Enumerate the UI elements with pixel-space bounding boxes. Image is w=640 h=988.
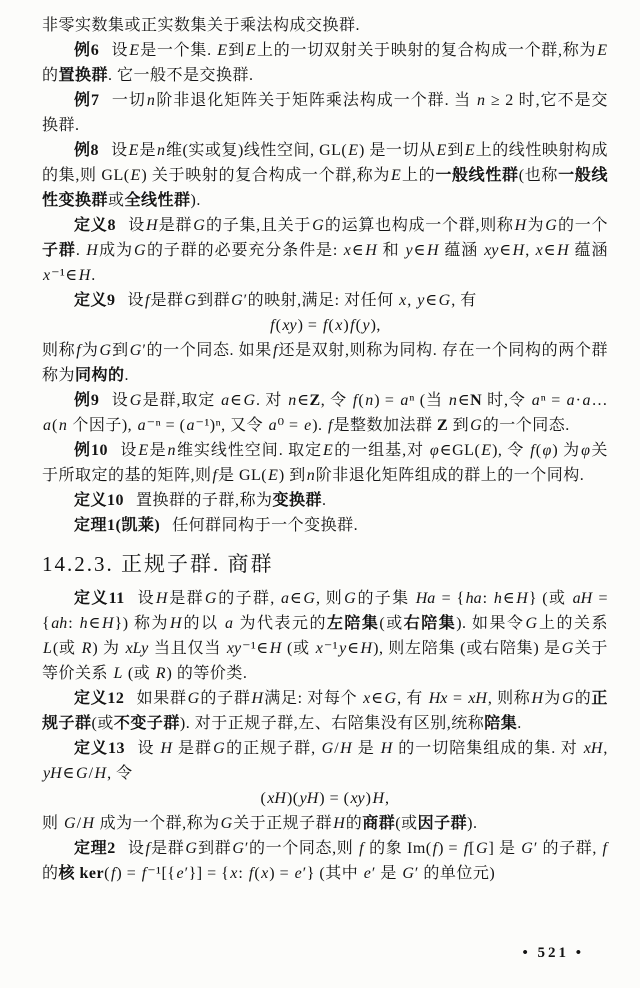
math-var: xH bbox=[583, 740, 603, 757]
math-var: φ bbox=[542, 442, 552, 459]
math-var: H bbox=[94, 765, 107, 782]
paragraph-label: 定理2 bbox=[74, 840, 116, 857]
paragraph-label: 定义8 bbox=[74, 217, 116, 234]
bold-term: Z bbox=[436, 417, 449, 434]
math-var: G bbox=[213, 740, 225, 757]
math-var: f bbox=[463, 840, 469, 857]
math-var: H bbox=[170, 615, 182, 632]
math-var: y bbox=[405, 242, 413, 259]
bold-term: N bbox=[470, 392, 483, 409]
paragraph-continuation bbox=[42, 13, 608, 38]
paragraph-text: 设H是群G的子集,且关于G的运算也构成一个群,则称H为G的一个子群. H成为G的子群的必要充分条件是: x∈H 和 y∈H 蕴涵 xy∈H, x∈H 蕴涵 x⁻¹∈H. bbox=[42, 217, 608, 284]
math-var: H bbox=[340, 740, 352, 757]
paragraph-text: 设H是群G的子群, a∈G, 则G的子集 Ha = {ha: h∈H} (或 aH = {ah: h∈H}) 称为H的以 a 为代表元的左陪集(或右陪集). 如果令G上的关系 L(或 R) 为 xLy 当且仅当 xy⁻¹∈H (或 x⁻¹y∈H), 则左陪集 (或右陪集) 是G关于等价关系 L (或 R) 的等价类. bbox=[42, 590, 608, 682]
math-var: xLy bbox=[125, 640, 149, 657]
paragraph-label: 例7 bbox=[74, 92, 100, 109]
math-var: x bbox=[315, 640, 323, 657]
math-var: φ bbox=[429, 442, 439, 459]
bold-term: 一般线性变换群 bbox=[42, 167, 608, 209]
paragraph-text: 一切n阶非退化矩阵关于矩阵乘法构成一个群. 当 n ≥ 2 时,它不是交换群. bbox=[42, 92, 608, 134]
math-var: f bbox=[145, 840, 150, 857]
paragraph-label: 定义10 bbox=[74, 492, 125, 509]
math-var: x bbox=[343, 242, 351, 259]
math-var: y bbox=[362, 317, 370, 334]
paragraph-continuation bbox=[42, 811, 608, 836]
math-var: G bbox=[525, 615, 538, 632]
paragraph bbox=[42, 213, 608, 288]
math-var: E bbox=[130, 167, 141, 184]
math-var: h bbox=[79, 615, 88, 632]
paragraph-text: 设G是群,取定 a∈G. 对 n∈Z, 令 f(n) = aⁿ (当 n∈N 时,令 aⁿ = a·a…a(n 个因子), a⁻ⁿ = (a⁻¹)ⁿ, 又令 a⁰ = e). f是整数加法群 Z 到G的一个同态. bbox=[43, 392, 608, 434]
math-var: G bbox=[475, 840, 488, 857]
paragraph bbox=[42, 388, 608, 438]
math-var: E bbox=[246, 42, 256, 59]
math-var: a bbox=[582, 392, 591, 409]
math-var: H bbox=[82, 815, 95, 832]
math-var: H bbox=[86, 242, 98, 259]
math-var: xy bbox=[282, 317, 297, 334]
paragraph-text: 则称f为G到G′的一个同态. 如果f还是双射,则称为同构. 存在一个同构的两个群称为同构的. bbox=[42, 342, 608, 384]
math-var: yH bbox=[43, 765, 62, 782]
math-var: G bbox=[76, 765, 88, 782]
paragraph-label: 定义12 bbox=[74, 690, 125, 707]
math-var: y bbox=[339, 640, 347, 657]
paragraph-text: 任何群同构于一个变换群. bbox=[172, 517, 359, 534]
bold-term: 不变子群 bbox=[113, 715, 180, 732]
math-var: yH bbox=[299, 790, 319, 807]
paragraph bbox=[42, 513, 608, 538]
paragraph-text: 设E是一个集. E到E上的一切双射关于映射的复合构成一个群,称为E的置换群. 它一般不是交换群. bbox=[42, 42, 607, 84]
bold-term: 子群 bbox=[42, 242, 76, 259]
math-var: R bbox=[81, 640, 92, 657]
paragraph bbox=[42, 138, 608, 213]
math-var: f bbox=[145, 292, 150, 309]
math-var: φ bbox=[581, 442, 590, 459]
math-var: e bbox=[363, 865, 371, 882]
math-var: a bbox=[400, 392, 409, 409]
math-var: e bbox=[176, 865, 184, 882]
math-var: a bbox=[221, 392, 230, 409]
math-var: x bbox=[535, 242, 543, 259]
math-var: y bbox=[417, 292, 425, 309]
math-var: G bbox=[99, 342, 112, 359]
paragraph-label: 定理1(凯莱) bbox=[74, 517, 161, 534]
math-var: G bbox=[64, 815, 76, 832]
math-var: G bbox=[184, 292, 197, 309]
math-var: G bbox=[134, 242, 146, 259]
math-var: G bbox=[243, 392, 255, 409]
math-var: H bbox=[516, 590, 528, 607]
math-var: H bbox=[269, 640, 282, 657]
math-var: n bbox=[288, 392, 297, 409]
math-var: x bbox=[261, 865, 269, 882]
math-var: E bbox=[597, 42, 607, 59]
math-var: xy bbox=[350, 790, 365, 807]
math-var: G bbox=[185, 840, 197, 857]
math-var: L bbox=[113, 665, 123, 682]
math-var: H bbox=[514, 217, 527, 234]
math-var: f bbox=[359, 840, 364, 857]
math-var: f bbox=[212, 467, 217, 484]
math-var: xH bbox=[267, 790, 286, 807]
paragraph-text: 设f是群G到群G′的映射,满足: 对任何 x, y∈G, 有 bbox=[127, 292, 477, 309]
math-var: H bbox=[365, 242, 377, 259]
text-column bbox=[42, 13, 608, 886]
math-var: a bbox=[281, 590, 290, 607]
math-var: H bbox=[426, 242, 439, 259]
math-var: G bbox=[384, 690, 397, 707]
math-var: G bbox=[470, 417, 482, 434]
math-var: xH bbox=[468, 690, 487, 707]
paragraph bbox=[42, 438, 608, 488]
paragraph bbox=[42, 736, 608, 786]
math-var: E bbox=[481, 442, 492, 459]
math-var: G bbox=[193, 217, 205, 234]
math-var: G bbox=[312, 217, 324, 234]
math-var: H bbox=[380, 740, 393, 757]
math-var: E bbox=[138, 442, 149, 459]
math-var: n bbox=[477, 92, 486, 109]
paragraph-text: 设E是n维实线性空间. 取定E的一组基,对 φ∈GL(E), 令 f(φ) 为φ关于所取定的基的矩阵,则f是 GL(E) 到n阶非退化矩阵组成的群上的一个同构. bbox=[42, 442, 608, 484]
math-var: G bbox=[438, 292, 451, 309]
math-var: E bbox=[391, 167, 401, 184]
paragraph bbox=[42, 488, 608, 513]
math-var: a bbox=[268, 417, 277, 434]
paragraph bbox=[42, 686, 608, 736]
math-var: h bbox=[493, 590, 502, 607]
bold-term: 因子群 bbox=[417, 815, 468, 832]
paragraph-label: 例8 bbox=[74, 142, 100, 159]
formula-line: (xH)(yH) = (xy)H, bbox=[260, 790, 390, 807]
math-var: n bbox=[146, 92, 155, 109]
math-var: H bbox=[557, 242, 569, 259]
math-var: x bbox=[230, 865, 238, 882]
math-var: H bbox=[155, 590, 168, 607]
bold-term: 核 ker bbox=[58, 865, 105, 882]
paragraph-label: 定义9 bbox=[74, 292, 116, 309]
bold-term: 同构的 bbox=[75, 367, 125, 384]
math-var: n bbox=[448, 392, 457, 409]
math-var: G bbox=[187, 690, 200, 707]
math-var: E bbox=[323, 442, 333, 459]
math-var: f bbox=[248, 865, 254, 882]
paragraph-text: 置换群的子群,称为变换群. bbox=[136, 492, 327, 509]
math-var: f bbox=[272, 342, 278, 359]
math-var: G bbox=[545, 217, 557, 234]
math-var: f bbox=[322, 317, 328, 334]
paragraph-continuation bbox=[42, 338, 608, 388]
paragraph-text: 设 H 是群G的正规子群, G/H 是 H 的一切陪集组成的集. 对 xH, yH∈G/H, 令 bbox=[43, 740, 608, 782]
bold-term: 正规子群 bbox=[42, 690, 608, 732]
paragraph-text: 设E是n维(实或复)线性空间, GL(E) 是一切从E到E上的线性映射构成的集,则 GL(E) 关于映射的复合构成一个群,称为E上的一般线性群(也称一般线性变换群或全线性群). bbox=[42, 142, 608, 209]
math-var: n bbox=[156, 142, 165, 159]
paragraph-text: 如果群G的子群H满足: 对每个 x∈G, 有 Hx = xH, 则称H为G的正规子群(或不变子群). 对于正规子群,左、右陪集没有区别,统称陪集. bbox=[42, 690, 608, 732]
math-var: f bbox=[141, 865, 147, 882]
math-var: H bbox=[512, 242, 525, 259]
paragraph bbox=[42, 288, 608, 313]
math-var: G bbox=[561, 640, 574, 657]
math-var: a bbox=[137, 417, 146, 434]
paragraph-label: 例9 bbox=[74, 392, 100, 409]
math-var: G bbox=[561, 690, 574, 707]
math-var: a bbox=[225, 615, 234, 632]
paragraph-text: 设f是群G到群G′的一个同态,则 f 的象 Im(f) = f[G] 是 G′ 的子群, f 的核 ker(f) = f⁻¹[{e′}] = {x: f(x) = e′} (其中 e′ 是 G′ 的单位元) bbox=[42, 840, 607, 882]
paragraph bbox=[42, 836, 608, 886]
bold-term: 商群 bbox=[362, 815, 396, 832]
bold-term: 变换群 bbox=[272, 492, 323, 509]
math-var: H bbox=[78, 267, 91, 284]
math-var: G bbox=[129, 342, 142, 359]
math-var: Ha bbox=[415, 590, 436, 607]
paragraph bbox=[42, 38, 608, 88]
math-var: x bbox=[43, 267, 51, 284]
math-var: L bbox=[43, 640, 52, 657]
math-var: xy bbox=[484, 242, 499, 259]
math-var: f bbox=[350, 317, 355, 334]
paragraph bbox=[42, 586, 608, 686]
math-var: ah bbox=[51, 615, 68, 632]
math-var: n bbox=[306, 467, 315, 484]
math-var: f bbox=[270, 317, 275, 334]
math-var: E bbox=[464, 142, 475, 159]
math-var: G bbox=[129, 392, 142, 409]
bold-term: 陪集 bbox=[484, 715, 518, 732]
math-var: f bbox=[602, 840, 607, 857]
page-number: • 521 • bbox=[522, 945, 584, 961]
paragraph-label: 例6 bbox=[74, 42, 100, 59]
math-var: G bbox=[204, 590, 217, 607]
math-var: G bbox=[521, 840, 533, 857]
math-var: H bbox=[251, 690, 264, 707]
math-var: a bbox=[186, 417, 195, 434]
bold-term: Z bbox=[309, 392, 321, 409]
math-var: x bbox=[363, 690, 371, 707]
paragraph-label: 定义13 bbox=[74, 740, 125, 757]
math-var: E bbox=[268, 467, 278, 484]
math-var: x bbox=[335, 317, 343, 334]
math-var: G bbox=[402, 865, 414, 882]
math-var: f bbox=[110, 865, 116, 882]
paragraph-label: 例10 bbox=[74, 442, 108, 459]
paragraph bbox=[42, 88, 608, 138]
math-var: ha bbox=[465, 590, 482, 607]
paragraph-text: 非零实数集或正实数集关于乘法构成交换群. bbox=[42, 17, 361, 34]
math-var: e bbox=[304, 417, 312, 434]
math-var: E bbox=[129, 42, 139, 59]
formula-line: f(xy) = f(x)f(y), bbox=[270, 317, 381, 334]
math-var: R bbox=[155, 665, 166, 682]
math-var: H bbox=[333, 815, 345, 832]
math-var: G bbox=[231, 292, 243, 309]
math-var: E bbox=[348, 142, 359, 159]
math-var: n bbox=[167, 442, 176, 459]
math-var: f bbox=[352, 392, 358, 409]
math-var: e bbox=[294, 865, 302, 882]
math-var: xy bbox=[226, 640, 242, 657]
math-var: H bbox=[145, 217, 158, 234]
bold-term: 一般线性群 bbox=[435, 167, 519, 184]
math-var: G bbox=[220, 815, 233, 832]
math-var: f bbox=[328, 417, 333, 434]
math-var: a bbox=[566, 392, 575, 409]
math-var: n bbox=[58, 417, 67, 434]
math-var: f bbox=[530, 442, 535, 459]
math-var: G bbox=[344, 590, 356, 607]
math-var: a bbox=[43, 417, 51, 434]
paragraph-text: 则 G/H 成为一个群,称为G关于正规子群H的商群(或因子群). bbox=[42, 815, 478, 832]
math-var: H bbox=[360, 640, 373, 657]
bold-term: 全线性群 bbox=[124, 192, 191, 209]
math-var: H bbox=[531, 690, 544, 707]
math-var: Hx bbox=[428, 690, 448, 707]
math-var: E bbox=[128, 142, 139, 159]
section-heading: 14.2.3. 正规子群. 商群 bbox=[42, 552, 274, 576]
math-var: f bbox=[76, 342, 81, 359]
math-var: x bbox=[399, 292, 407, 309]
math-var: G bbox=[321, 740, 334, 757]
bold-term: 右陪集 bbox=[403, 615, 457, 632]
paragraph-label: 定义11 bbox=[74, 590, 125, 607]
bold-term: 左陪集 bbox=[326, 615, 380, 632]
math-var: H bbox=[160, 740, 173, 757]
math-var: H bbox=[372, 790, 385, 807]
math-var: H bbox=[101, 615, 114, 632]
math-var: aH bbox=[572, 590, 593, 607]
math-var: G bbox=[303, 590, 315, 607]
math-var: n bbox=[365, 392, 374, 409]
math-var: f bbox=[432, 840, 438, 857]
bold-term: 置换群 bbox=[58, 67, 109, 84]
math-var: E bbox=[217, 42, 228, 59]
math-var: G bbox=[232, 840, 244, 857]
math-var: a bbox=[531, 392, 540, 409]
math-var: E bbox=[436, 142, 447, 159]
